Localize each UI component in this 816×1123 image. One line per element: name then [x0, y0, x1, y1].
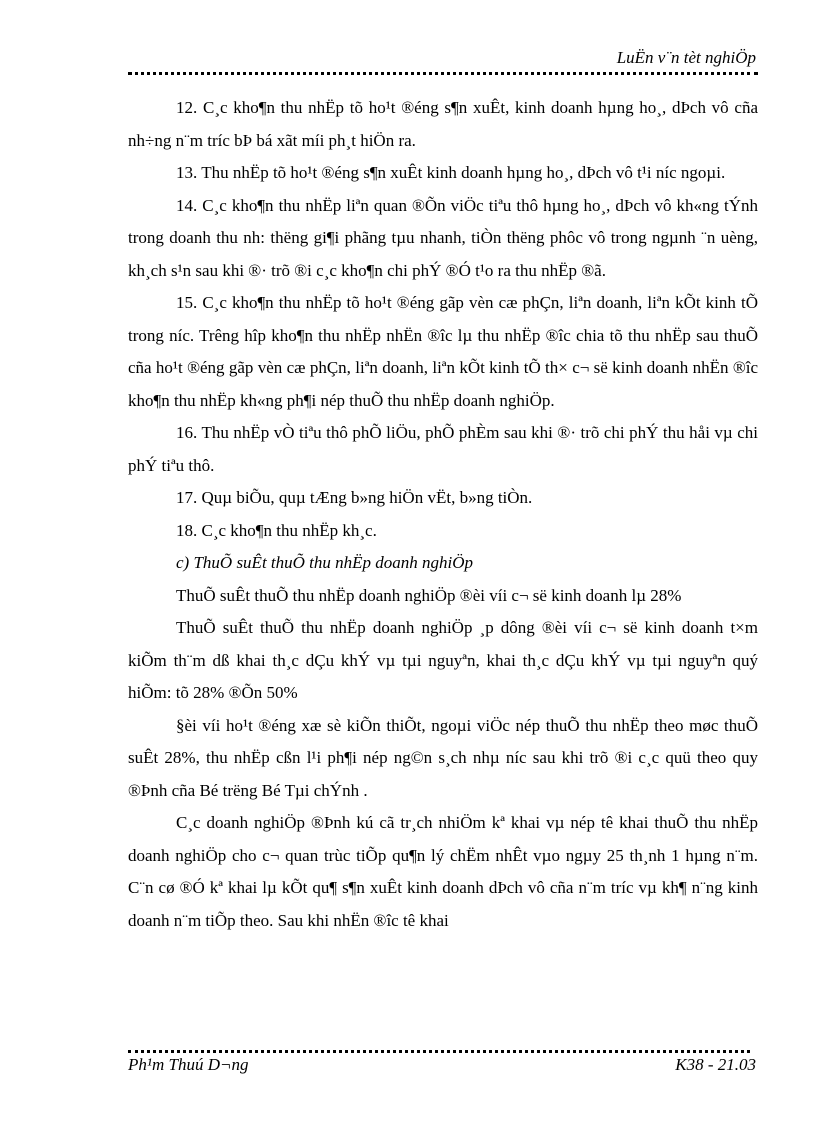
header-title: LuËn v¨n tèt nghiÖp: [616, 48, 756, 67]
paragraph-item-18: 18. C¸c kho¶n thu nhËp kh¸c.: [176, 520, 377, 540]
paragraph-tax-rate: ThuÕ suÊt thuÕ thu nhËp doanh nghiÖp ®èi víi c¬ së kinh doanh lµ 28%: [176, 585, 682, 605]
paragraph-item-14: 14. C¸c kho¶n thu nhËp liªn quan ®Õn viÖc tiªu thô hµng ho¸, dÞch vô kh«ng tÝnh trong doanh thu nh: thëng gi¶i phãng tµu nhanh, tiÒn thëng phôc vô trong ngµnh ¨n uèng, kh¸ch s¹n sau khi ®· trõ ®i c¸c kho¶n chi phÝ ®Ó t¹o ra thu nhËp ®ã.: [128, 195, 758, 280]
footer-divider: [128, 1050, 750, 1053]
header-divider: [128, 72, 758, 75]
footer-author: Ph¹m Thuú D¬ng: [128, 1055, 249, 1074]
paragraph-declaration: C¸c doanh nghiÖp ®Þnh kú cã tr¸ch nhiÖm kª khai vµ nép tê khai thuÕ thu nhËp doanh nghiÖp cho c¬ quan trùc tiÕp qu¶n lý chËm nhÊt vµo ngµy 25 th¸nh 1 hµng n¨m. C¨n cø ®Ó kª khai lµ kÕt qu¶ s¶n xuÊt kinh doanh dÞch vô cña n¨m tríc vµ kh¶ n¨ng kinh doanh n¨m tiÕp theo. Sau khi nhËn ®îc tê khai: [128, 813, 758, 930]
footer-class-code: K38 - 21.03: [675, 1055, 756, 1074]
paragraph-item-13: 13. Thu nhËp tõ ho¹t ®éng s¶n xuÊt kinh doanh hµng ho¸, dÞch vô t¹i níc ngoµi.: [176, 163, 726, 182]
paragraph-item-15: 15. C¸c kho¶n thu nhËp tõ ho¹t ®éng gãp vèn cæ phÇn, liªn doanh, liªn kÕt kinh tÕ trong níc. Trêng hîp kho¶n thu nhËp nhËn ®îc lµ thu nhËp ®îc chia tõ thu nhËp sau thuÕ cña ho¹t ®éng gãp vèn cæ phÇn, liªn doanh, liªn kÕt kinh tÕ th× c¬ së kinh doanh nhËn ®îc kho¶n thu nhËp kh«ng ph¶i nép thuÕ thu nhËp doanh nghiÖp.: [128, 293, 758, 410]
paragraph-tax-rate-oil: ThuÕ suÊt thuÕ thu nhËp doanh nghiÖp ¸p dông ®èi víi c¬ së kinh doanh t×m kiÕm th¨m dß khai th¸c dÇu khÝ vµ tµi nguyªn, khai th¸c dÇu khÝ vµ tµi nguyªn quý hiÕm: tõ 28% ®Õn 50%: [128, 618, 758, 702]
paragraph-item-17: 17. Quµ biÕu, quµ tÆng b»ng hiÖn vËt, b»ng tiÒn.: [176, 488, 533, 507]
paragraph-lottery: §èi víi ho¹t ®éng xæ sè kiÕn thiÕt, ngoµi viÖc nép thuÕ thu nhËp theo møc thuÕ suÊt 28%, thu nhËp cßn l¹i ph¶i nép ng©n s¸ch nhµ níc sau khi trõ ®i c¸c quü theo quy ®Þnh cña Bé trëng Bé Tµi chÝnh .: [128, 715, 758, 800]
document-body: [128, 92, 758, 937]
paragraph-item-16: 16. Thu nhËp vÒ tiªu thô phÕ liÖu, phÕ phÈm sau khi ®· trõ chi phÝ thu håi vµ chi phÝ tiªu thô.: [128, 423, 758, 475]
paragraph-item-12: 12. C¸c kho¶n thu nhËp tõ ho¹t ®éng s¶n xuÊt, kinh doanh hµng ho¸, dÞch vô cña nh÷ng n¨m tríc bÞ bá xãt míi ph¸t hiÖn ra.: [128, 98, 758, 150]
section-heading-c: c) ThuÕ suÊt thuÕ thu nhËp doanh nghiÖp: [176, 553, 474, 572]
